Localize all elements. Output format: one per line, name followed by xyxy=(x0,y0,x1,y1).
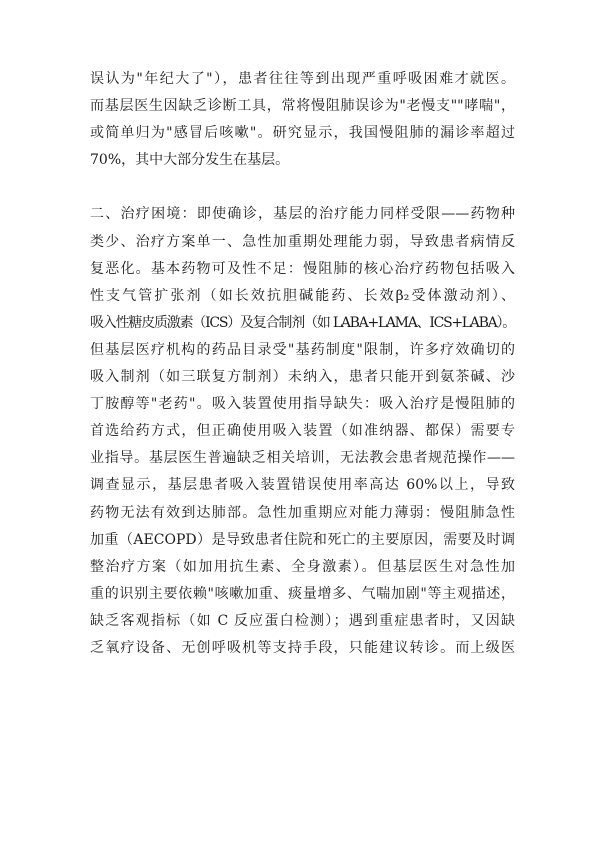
text-line: 70%，其中大部分发生在基层。 xyxy=(90,152,290,169)
text-line: 或简单归为"感冒后咳嗽"。研究显示，我国慢阻肺的漏诊率超过 xyxy=(90,125,515,142)
text-line: 加重（AECOPD）是导致患者住院和死亡的主要原因，需要及时调 xyxy=(90,531,515,548)
text-line: 丁胺醇等"老药"。吸入装置使用指导缺失：吸入治疗是慢阻肺的 xyxy=(90,396,515,413)
text-line: 整治疗方案（如加用抗生素、全身激素）。但基层医生对急性加 xyxy=(90,558,515,575)
text-line: 复恶化。基本药物可及性不足：慢阻肺的核心治疗药物包括吸入 xyxy=(90,260,515,277)
text-line: 首选给药方式，但正确使用吸入装置（如准纳器、都保）需要专 xyxy=(90,423,515,440)
text-line: 吸入制剂（如三联复方制剂）未纳入，患者只能开到氨茶碱、沙 xyxy=(90,369,515,386)
text-line: 但基层医疗机构的药品目录受"基药制度"限制，许多疗效确切的 xyxy=(90,341,515,358)
text-line: 乏氧疗设备、无创呼吸机等支持手段，只能建议转诊。而上级医 xyxy=(90,639,515,656)
paragraph-diagnosis xyxy=(90,66,515,174)
text-line: 药物无法有效到达肺部。急性加重期应对能力薄弱：慢阻肺急性 xyxy=(90,504,515,521)
text-line: 调查显示，基层患者吸入装置错误使用率高达 60%以上，导致 xyxy=(90,477,515,494)
text-line: 性支气管扩张剂（如长效抗胆碱能药、长效β₂受体激动剂）、 xyxy=(90,287,515,304)
text-line: 误认为"年纪大了"），患者往往等到出现严重呼吸困难才就医。 xyxy=(90,71,515,87)
document-body xyxy=(90,66,515,662)
text-line: 二、治疗困境：即使确诊，基层的治疗能力同样受限——药物种 xyxy=(90,206,515,223)
text-line: 而基层医生因缺乏诊断工具，常将慢阻肺误诊为"老慢支""哮喘"， xyxy=(90,98,515,115)
text-line: 类少、治疗方案单一、急性加重期处理能力弱，导致患者病情反 xyxy=(90,233,515,250)
text-line: 缺乏客观指标（如 C 反应蛋白检测）；遇到重症患者时，又因缺 xyxy=(90,612,515,629)
paragraph-treatment xyxy=(90,201,515,662)
paragraph-gap xyxy=(90,174,515,201)
text-line: 重的识别主要依赖"咳嗽加重、痰量增多、气喘加剧"等主观描述， xyxy=(90,585,515,602)
text-line: 吸入性糖皮质激素（ICS）及复合制剂（如 LABA+LAMA、ICS+LABA）。 xyxy=(90,314,515,331)
text-line: 业指导。基层医生普遍缺乏相关培训，无法教会患者规范操作—— xyxy=(90,450,515,467)
